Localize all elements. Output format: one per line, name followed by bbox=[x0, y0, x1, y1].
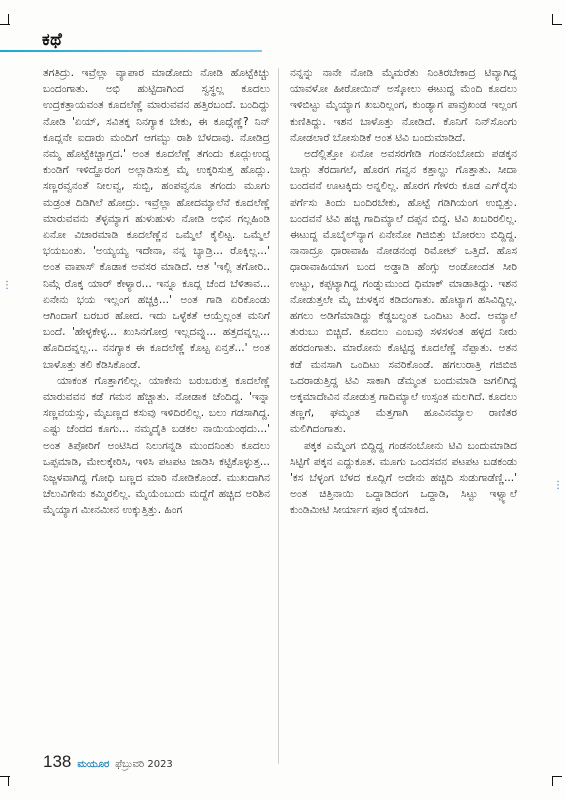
paragraph: ತಗತಿದ್ರು. ಇವ್ರೆಲ್ಲಾ ವ್ಯಾಪಾರ ಮಾಡೋದು ನೋಡಿ ಹೊಟ್ಟೆಕಿಚ್ಚು ಬಂದಂಗಾತು. ಅಭಿ ಹುಟ್ಟಿದಾಗಿಂದ ಸ್ವಸ್ಥಲ್ಲ ಕೂದಲು ಉದ್ರಕತ್ತಾಯವಂತ ಕೂದಲೆಣ್ಣೆ ಮಾರುವವನ ಹತ್ತಿರಬಂದೆ. ಬಂದಿದ್ದು ನೋಡಿ 'ಏಯ್, ಸವಿತಕ್ಕ ನಿನಗ್ಯಾಕ ಬೇಕು, ಈ ಕೂದ್ಲೆಣ್ಣೆ? ನಿನ್ ಕೂದ್ಲನೇ ಐದಾರು ಮಂದಿಗೆ ಆಗಮ್ಟು ರಾಶಿ ಬೆಳದಾವು. ನೋಡಿದ್ರ ನಮ್ಮ ಹೊಟ್ಟೆಕಿಚ್ಚಾಗ್ತದ.' ಅಂತ ಕೂದಲೆಣ್ಣೆ ತಗಂದು ಕೂದ್ಲುಉದ್ದ ಕುಂಡಿಗೆ ಇಳಿದ್ಹೊರಂಗ ಅಲ್ಲಾಡಿಸುತ್ತ ಮೈ ಉಕ್ಕರಿಸುತ್ತ ಹೊದ್ಲು. ಸಣ್ಣರವ್ವನಂತೆ ನೀಲವ್ವ, ಸುಬ್ಬಿ, ಹಂಪವ್ವನೂ ತಗಂದು ಮೂಗು ಮಡ್ರಂತ ದಿಡಿಗಿಲೆ ಹೋದ್ರು. ಇವ್ರೆಲ್ಲಾ ಹೋದಮ್ಯಾಲೆನೆ ಕೂದಲೆಣ್ಣೆ ಮಾರುವವನು ತೆಳ್ಳಮ್ಯಾಗ ಹುಳುಹುಳು ನೋಡಿ ಅಭಿನ ಗಲ್ಲಹಿಂಡಿ ಏನೋ ವಿಚಾರಮಾಡಿ ಕೂದಲೆಣ್ಣೆನ ಒಮ್ಮೆಲೆ ಕೈಲಿಟ್ಟ. ಒಮ್ಮೆಲೆ ಭಯಬಂತು. 'ಅಯ್ಯಯ್ಯ ಇದೇನಾ, ನನ್ನ ಬ್ಯಾಡ್ರಿ... ರೊಕ್ಕಿಲ್ಲ...' ಅಂತ ವಾಪಾಸ್ ಕೊಡಾಕ ಅವಸರ ಮಾಡಿದೆ. ಆತ 'ಇಲ್ಲಿ ತಗೋರಿ.. ನಿಮ್ಗೆ ರೊಕ್ಕ ಯಾರ್ ಕೇಳ್ಯಾರ... ಇನ್ನೂ ಕೂದ್ಲ ಚೆಂದ ಬೆಳಿತಾವ... ಏನೇನು ಭಯ ಇಲ್ಲಂಗ ಹಚ್ಚಕ್ರಿ...' ಅಂತ ಗಾಡಿ ಏರಿಕೊಂಡು ಆಗಿಂದಾಗೆ ಬರಬರ ಹೋದ. ಇದು ಒಳ್ಳೆಕತೆ ಆಯ್ತೆಲ್ಲಂತ ಮನಿಗೆ ಬಂದೆ. 'ಹೇಳ್ಳಕೇಳ್ಳ... ಖುಸಿನಗೋರ್ರ ಇಲ್ಲದವ್ನು... ಹತ್ತದವ್ನಲ್ಲ... ಹೊದಿದವ್ನಲ್ಲ... ನನಗ್ಯಾಕ ಈ ಕೂದಲೆಣ್ಣೆ ಕೊಟ್ಟ ಏನ್ತತೆ...' ಅಂತ ಬಾಳೊತ್ತು ತಲಿ ಕೆಡಿಸಿಕೊಂಡೆ. bbox=[43, 67, 270, 371]
crop-mark bbox=[552, 14, 553, 24]
paragraph: ಯಾಕಂತ ಗೊತ್ತಾಗಲಿಲ್ಲ. ಯಾಕೇನು ಬರುಬರುತ್ತ ಕೂದಲೆಣ್ಣೆ ಮಾರುವವನ ಕಡೆ ಗಮನ ಹೆಚ್ಚಾತು. ನೋಡಾಕ ಚೆಂದಿದ್ದ. 'ಇನ್ನಾ ಸಣ್ಣವಯಸ್ಸು, ಮೈಬಣ್ಣದ ಕಸುವು ಇಳಿದಿರಲಿಲ್ಲ. ಬಲು ಗಡಸಾಗಿದ್ದ. ಎಷ್ಟು ಚೆಂದದ ಕೂಗು... ನಮ್ಮದೈತಿ ಬಡಕಲ ನಾಯಿಯಂಥದು...' ಅಂತ ತಿಪೋರಿಗೆ ಅಂಟಿಸಿದ ನಿಲುಗನ್ನಡಿ ಮುಂದನಿಂತು ಕೂದಲು ಒಪ್ಪಮಾಡಿ, ಮೇಲಕ್ಕೇರಿಸಿ, ಇಳಿಸಿ ಪಟಪಟ ಜಾಡಿಸಿ ಕಟ್ಟಿಕೊಳ್ಳುತ್ತ... ನಿಜ್ಜಳವಾಗಿದ್ದ ಗೋಧಿ ಬಣ್ಣದ ಮಾರಿ ನೋಡಿಕೊಂಡೆ. ಮುಖದಾಗಿನ ಚೆಲುವಿಗೇನು ಕಮ್ಮಿರಲಿಲ್ಲ. ಮೈಯೆಂಬುದು ಮದ್ದೆಗೆ ಹಚ್ಚಿದ ಅರಿಶಿನ ಮೈಯ್ಯಾಗ ಮೀನಮೀನ ಉಕ್ಕುತ್ತಿತ್ತು. ಹಿಂಗ bbox=[43, 374, 270, 517]
header-rule bbox=[0, 50, 262, 52]
issue-date: ಫೆಬ್ರುವರಿ 2023 bbox=[115, 759, 173, 770]
crop-mark bbox=[0, 24, 10, 25]
page-footer bbox=[43, 752, 173, 772]
column-divider bbox=[278, 68, 279, 764]
page-number: 138 bbox=[43, 752, 72, 771]
crop-mark bbox=[552, 24, 562, 25]
paragraph: ಅದೆಲ್ಲಿತ್ತೋ ಏನೋ ಅವಸರಗೇಡಿ ಗಂಡನಂಬೋದು ಪಡಕ್ಕನ ಬಾಗ್ಲು ತೆರದಾಗಲೆ, ಹೊರಗ ಗವ್ವನ ಕತ್ತಾಲ್ದು ಗೊತ್ತಾತು. ಸೀದಾ ಬಂದವನೆ ಊಟಕ್ಕಿದು ಅನ್ನಲಿಲ್ಲ. ಹೊರಗ ಗೇಳರು ಕೂಡ ಎಗ್‌ರೈಸು ಪರ್ಗೆಸು ತಿಂದು ಬಂದಿರಬೇಕು, ಹೊಟ್ಟೆ ಗಡಿಗಿಯಂಗ ಉಬ್ಬಿತ್ತು. ಬಂದವನೆ ಟಿವಿ ಹಚ್ಚಿ ಗಾದಿಮ್ಯಾಲೆ ದಪ್ಪನ ಬಿದ್ದ. ಟಿವಿ ಖಬರಿರಲಿಲ್ಲ. ಈಟುದ್ದ ಮೊಬೈಲ್‌ನ್ಯಾಗ ಏನೇನೋ ಗಿಜಿಬಿತ್ತು ಬೋರಲು ಬಿದ್ದಿದ್ದ. ನಾನಾದ್ರೂ ಧಾರಾವಾಹಿ ನೋಡನಂಥ ರಿಮೋಟ್ ಒತ್ತಿದೆ. ಹೊಸ ಧಾರಾವಾಹಿಯಾಗ ಬಂದ ಅಡ್ಡಾಡಿ ಹೆಂಗ್ಸು ಅಂಡೋಂದತ ಸೀರಿ ಉಟ್ಟು, ಕಪ್ಪಟ್ಯಾಗಿದ್ದ ಗಂಡ್ನುಮುಂದ ಧಿಮಾಕ್ ಮಾಡಾತಿದ್ದು. ಇಶನ ನೋಡುತ್ತಲೇ ಮೈ ಚುಳಕ್ಕನ ಕಡಿದಂಗಾತು. ಹೊಟ್ಯಾಗ ಹಸಿವಿದ್ದಿಲ್ಲ. ಹಗಲು ಅಡಿಗೆಮಾಡಿದ್ದು ಕೆಡ್ಡಬಲ್ದಂತ ಒಂದಿಟು ತಿಂದೆ. ಅಮ್ಯಾಲೆ ತುರುಬು ಬಿಚ್ಚಿದೆ. ಕೂದಲು ಎಂಬವು ಸಳಸಳಂತ ಹಳ್ಳದ ನೀರು ಹರದಂಗಾತು. ಮಾರೋನು ಕೊಟ್ಟಿದ್ದ ಕೂದಲೆಣ್ಣೆ ನೆಪ್ಪಾತು. ಅತನ ಕಡೆ ಮನಸಾಗಿ ಒಂದಿಟು ಸವರಿಕೊಂಡೆ. ಹಗಲುರಾತ್ರಿ ಗಜಿಬಿಜಿ ಒದರಾಡುತ್ತಿದ್ದ ಟಿವಿ ಸಾಕಾಗಿ ಡೆಮ್ಮಂತ ಬಂದುಮಾಡಿ ಜಗಲಿಗಿದ್ದ ಅಕ್ಕಮಾದೇವಿನ ನೋಡುತ್ತ ಗಾದಿಮ್ಯಾಲೆ ಉಸ್ಸಂತ ಮಲಗಿದೆ. ಕೂದಲು ತಣ್ಣಗೆ, ಘಮ್ಮಂತ ಮೆತ್ತಗಾಗಿ ಹೂವಿನಮ್ಯಾಲ ರಾಣಿತರ ಮಲಿಗಿದಂಗಾತು. bbox=[290, 148, 517, 436]
crop-mark bbox=[552, 776, 562, 777]
column-left bbox=[43, 65, 270, 640]
crop-mark bbox=[552, 776, 553, 786]
magazine-name: ಮಯೂರ bbox=[77, 759, 110, 770]
column-right bbox=[290, 65, 517, 640]
crop-mark bbox=[0, 776, 10, 777]
registration-dots: ⋮ bbox=[2, 280, 14, 291]
paragraph: ಪಕ್ಕಕ ಎಮ್ಮೆಂಗ ಬಿದ್ದಿದ್ದ ಗಂಡನಂಬೋನು ಟಿವಿ ಬಂದುಮಾಡಿದ ಸಿಟ್ಟಿಗೆ ಪಕ್ಕನ ಎದ್ದುಕೂತ. ಮೂಗು ಒಂದಸವನ ಪಟಪಟ ಬಡಕಂಡು 'ಕಸ ಬೆಳ್ಳಂಗ ಬೆಳದ ಕೂದ್ಲಿಗೆ ಅದೇನು ಹಚ್ಚಿದಿ ಸುಡುಗಾಡೆಣ್ಣಿ...' ಅಂತ ಚಿತ್ತಿನಾಯಿ ಒದ್ದಾಡಿದಂಗ ಒದ್ದಾಡಿ, ಸಿಟ್ಟು ಇಳ್ವ್ಯಾಲೆ ಕುಂಡಿಮೀಟಿ ಸೀರ್ಯಾಗ ಪೂರ ಕೈಯಾಕಿದ. bbox=[290, 439, 517, 517]
paragraph: ನನ್ನನ್ನು ನಾನೇ ನೋಡಿ ಮೈಮರೆತು ನಿಂತಿರಬೇಕಾದ್ರ ಟಿವ್ಯಾಗಿದ್ದ ಯಾವಳೋ ಹೀರೋಯಿನ್ ಅಸ್ಕೋಲು ಈಟುದ್ದ ಮೆಂದಿ ಕೂದಲು ಇಳಿಬಿಟ್ಟು ಮೈಯ್ಯಾಗ ಖಬರಿಲ್ಲಂಗ, ಕುಂಡ್ಯಾಗ ಪಾವ್ರುಖಂಡ ಇಲ್ಲಂಗ ಕುಣಿತಿದ್ದು. ಇಶನ ಬಾಳೊತ್ತು ನೋಡಿದೆ. ಕೊನಿಗೆ ನಿನ್‌ಸೊಂಗು ನೋಡಲಾರೆ ಬೋಸುಡಿಕೆ ಅಂತ ಟಿವಿ ಬಂದುಮಾಡಿದೆ. bbox=[290, 67, 517, 144]
section-title: ಕಥೆ bbox=[42, 30, 63, 50]
registration-dots: ⋮ bbox=[553, 480, 565, 491]
crop-mark bbox=[8, 14, 9, 24]
crop-mark bbox=[8, 776, 9, 786]
